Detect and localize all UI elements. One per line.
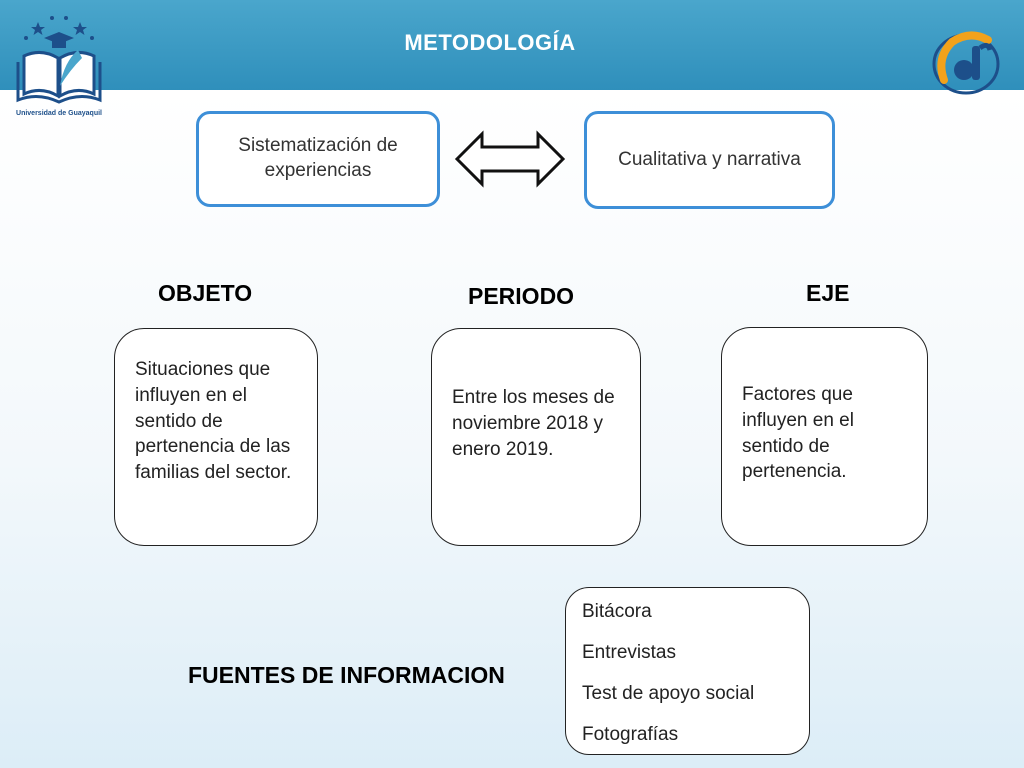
source-item: Bitácora [582, 601, 652, 622]
source-item: Entrevistas [582, 642, 676, 663]
objeto-text: Situaciones que influyen en el sentido de pertenencia de las familias del sector. [135, 359, 292, 484]
eje-heading: EJE [806, 280, 850, 306]
institution-logo [930, 28, 1002, 96]
objeto-heading: OBJETO [158, 280, 253, 306]
source-item: Test de apoyo social [582, 683, 755, 704]
book-quill-icon [8, 8, 110, 108]
university-name: Universidad de Guayaquil [16, 110, 102, 117]
periodo-heading: PERIODO [468, 283, 575, 309]
fuentes-heading: FUENTES DE INFORMACION [188, 662, 505, 688]
slide-title: METODOLOGÍA [404, 30, 576, 55]
sources-card [565, 587, 810, 755]
source-item: Fotografías [582, 724, 679, 745]
eje-card [721, 327, 928, 546]
swirl-logo-icon [930, 28, 1002, 96]
eje-text: Factores que influyen en el sentido de pertenencia. [742, 384, 854, 483]
university-logo [8, 8, 110, 118]
double-arrow-icon [454, 130, 566, 188]
method-type-box: Sistematización de experiencias [196, 111, 440, 207]
periodo-text: Entre los meses de noviembre 2018 y enero 2019. [452, 387, 615, 460]
periodo-card [431, 328, 641, 546]
approach-box: Cualitativa y narrativa [584, 111, 835, 209]
objeto-card [114, 328, 318, 546]
